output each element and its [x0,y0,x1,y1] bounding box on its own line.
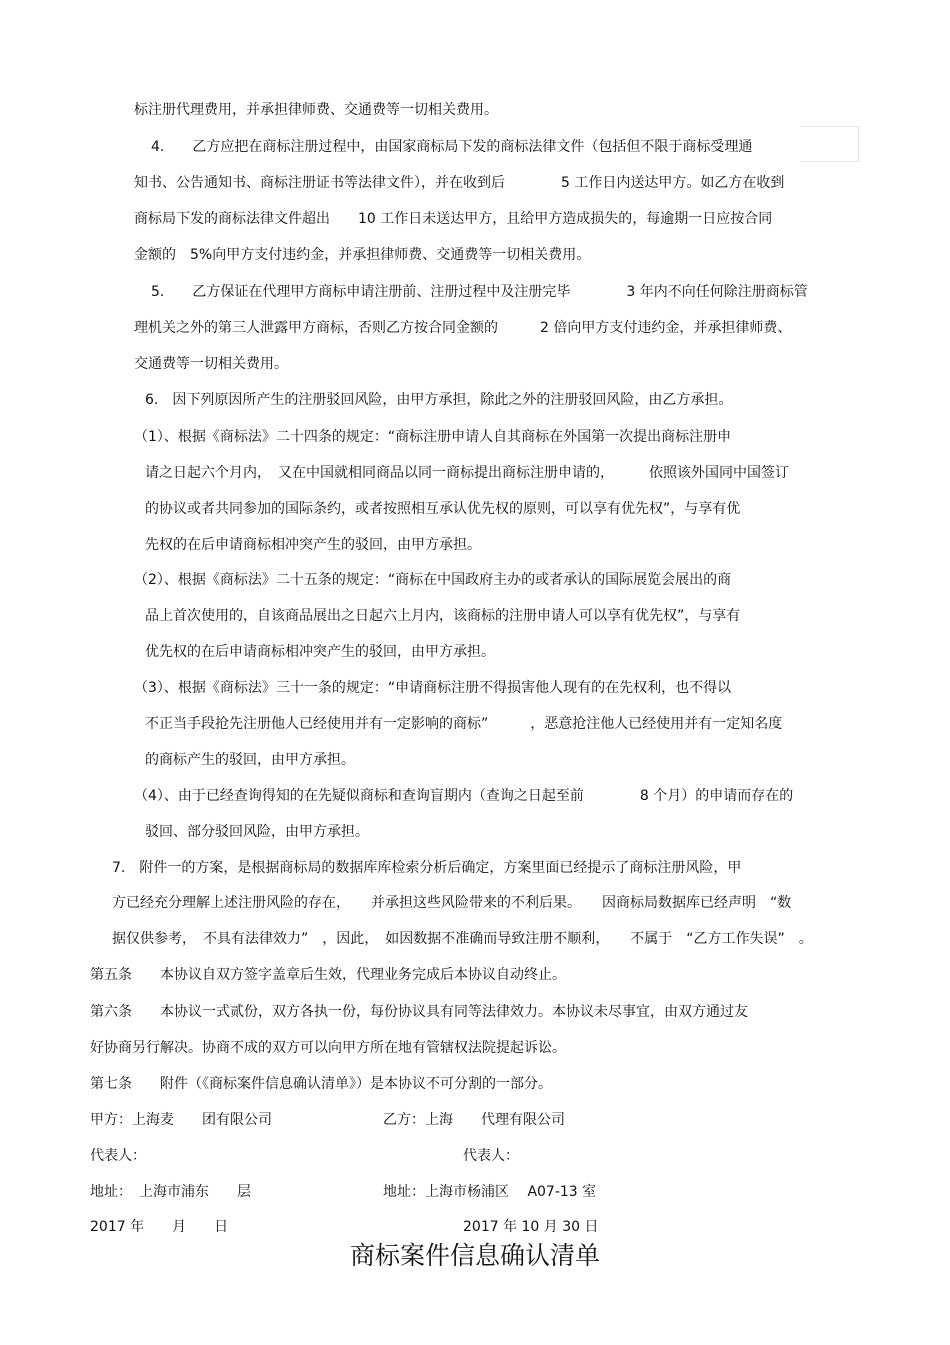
text-line: 的商标产生的驳回，由甲方承担。 [145,752,355,768]
text-line: 商标局下发的商标法律文件超出 10 工作日未送达甲方，且给甲方造成损失的，每逾期一日应按合同 [134,211,773,227]
attachment-title: 商标案件信息确认清单 [349,1241,600,1270]
party-b-name: 乙方：上海 代理有限公司 [383,1112,565,1128]
text-line: 优先权的在后申请商标相冲突产生的驳回，由甲方承担。 [145,644,495,660]
party-a-name: 甲方：上海麦 团有限公司 [90,1112,272,1128]
party-a-representative: 代表人： [90,1148,146,1164]
text-line: 7. 附件一的方案，是根据商标局的数据库库检索分析后确定，方案里面已经提示了商标注册风险，甲 [112,860,742,876]
text-line: 据仅供参考， 不具有法律效力” ，因此， 如因数据不准确而导致注册不顺利， 不属于 “乙方工作失误” 。 [112,931,813,947]
party-b-representative: 代表人： [463,1148,519,1164]
text-line: （1）、根据《商标法》二十四条的规定：“商标注册申请人自其商标在外国第一次提出商标注册申 [134,429,732,445]
text-line: 第六条 本协议一式贰份，双方各执一份，每份协议具有同等法律效力。本协议未尽事宜，由双方通过友 [90,1004,748,1020]
text-line: 交通费等一切相关费用。 [134,356,288,372]
text-line: 先权的在后申请商标相冲突产生的驳回，由甲方承担。 [145,537,481,553]
text-line: （4）、由于已经查询得知的在先疑似商标和查询盲期内（查询之日起至前 8 个月）的申请而存在的 [134,788,794,804]
text-line: 好协商另行解决。协商不成的双方可以向甲方所在地有管辖权法院提起诉讼。 [90,1040,566,1056]
text-line: （2）、根据《商标法》二十五条的规定：“商标在中国政府主办的或者承认的国际展览会展出的商 [134,572,732,588]
text-line: 请之日起六个月内， 又在中国就相同商品以同一商标提出商标注册申请的， 依照该外国同中国签订 [145,465,789,481]
text-line: 金额的 5%向甲方支付违约金，并承担律师费、交通费等一切相关费用。 [134,247,591,263]
text-line: 第五条 本协议自双方签字盖章后生效，代理业务完成后本协议自动终止。 [90,967,566,983]
text-line: 4. 乙方应把在商标注册过程中，由国家商标局下发的商标法律文件（包括但不限于商标受理通 [151,139,753,155]
text-line: 驳回、部分驳回风险，由甲方承担。 [145,824,369,840]
text-line: （3）、根据《商标法》三十一条的规定：“申请商标注册不得损害他人现有的在先权利，也不得以 [134,680,732,696]
party-b-date: 2017 年 10 月 30 日 [463,1219,599,1235]
text-line: 第七条 附件（《商标案件信息确认清单》）是本协议不可分割的一部分。 [90,1076,552,1092]
party-a-address: 地址： 上海市浦东 层 [90,1184,251,1200]
text-line: 品上首次使用的，自该商品展出之日起六上月内，该商标的注册申请人可以享有优先权”，与享有 [145,608,741,624]
page-frame-corner [800,126,859,162]
party-b-address: 地址：上海市杨浦区 A07-13 室 [383,1184,597,1200]
party-a-date: 2017 年 月 日 [90,1219,229,1235]
text-line: 知书、公告通知书、商标注册证书等法律文件），并在收到后 5 工作日内送达甲方。如乙方在收到 [134,175,785,191]
text-line: 理机关之外的第三人泄露甲方商标，否则乙方按合同金额的 2 倍向甲方支付违约金，并承担律师费、 [134,320,792,336]
text-line: 6. 因下列原因所产生的注册驳回风险，由甲方承担，除此之外的注册驳回风险，由乙方承担。 [145,392,733,408]
text-line: 方已经充分理解上述注册风险的存在， 并承担这些风险带来的不利后果。 因商标局数据库已经声明 “数 [112,895,792,911]
text-line: 5. 乙方保证在代理甲方商标申请注册前、注册过程中及注册完毕 3 年内不向任何除注册商标管 [151,284,808,300]
text-line: 不正当手段抢先注册他人已经使用并有一定影响的商标” ，恶意抢注他人已经使用并有一定知名度 [145,716,783,732]
text-line: 的协议或者共同参加的国际条约，或者按照相互承认优先权的原则，可以享有优先权”，与享有优 [145,501,741,517]
text-line: 标注册代理费用，并承担律师费、交通费等一切相关费用。 [134,102,498,118]
